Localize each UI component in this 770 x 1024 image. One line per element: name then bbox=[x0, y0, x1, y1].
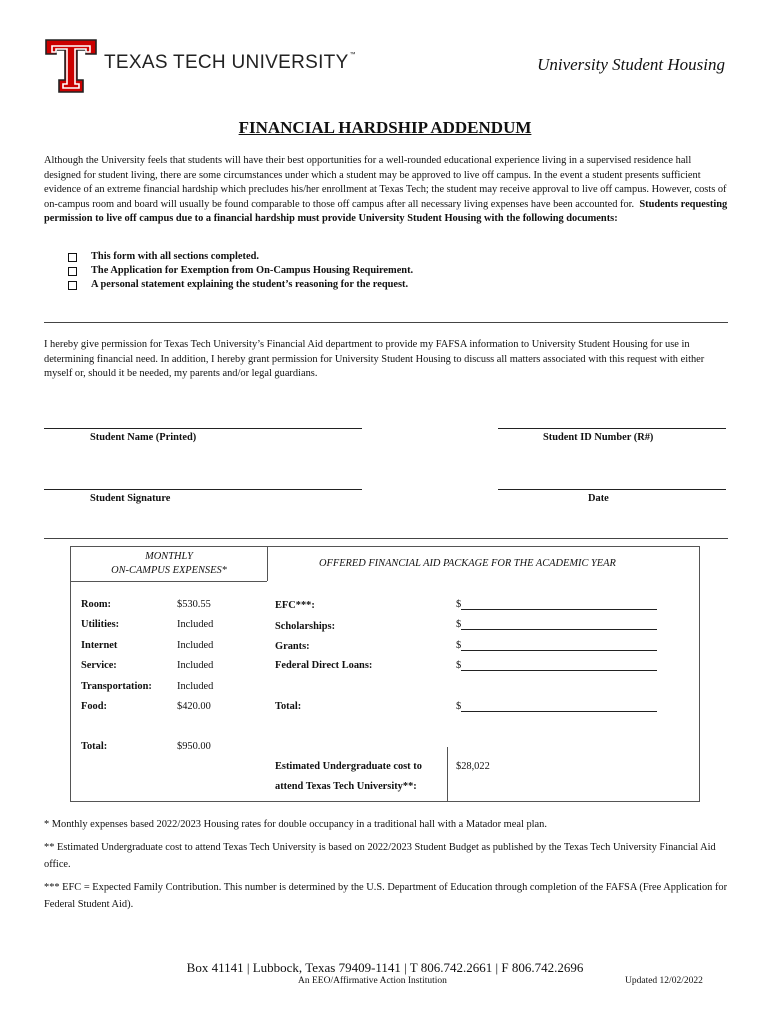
aid-total-label: Total: bbox=[275, 701, 302, 712]
required-documents-list bbox=[68, 250, 413, 292]
expense-value: $420.00 bbox=[177, 701, 211, 712]
expense-label: Transportation: bbox=[81, 681, 152, 692]
student-id-line[interactable] bbox=[498, 428, 726, 429]
expense-value: Included bbox=[177, 681, 214, 692]
permission-paragraph: I hereby give permission for Texas Tech University’s Financial Aid department to provide my FAFSA information to University Student Housing for use in determining financial need. In addition, I hereby grant permission for University Student Housing to discuss all matters associated with this request with either myself or, should it be needed, my parents and/or legal guardians. bbox=[44, 339, 705, 379]
aid-header: OFFERED FINANCIAL AID PACKAGE FOR THE ACADEMIC YEAR bbox=[319, 558, 616, 569]
aid-label: Scholarships: bbox=[275, 621, 336, 632]
footnote-expenses: * Monthly expenses based 2022/2023 Housing rates for double occupancy in a traditional hall with a Matador meal plan. bbox=[44, 819, 547, 830]
intro-text: Although the University feels that students will have their best opportunities for a well-rounded educational experience living in a supervised residence hall designed for student living, there are some circumstances under which a student may be approved to live off campus. In the event a student presents sufficient evidence of an extreme financial hardship which precludes his/her enrollment at Texas Tech; the student may receive approval to live off campus. However, costs of on-campus room and board will usually be found comparable to those off campus after all necessary living expenses have been accounted for. bbox=[44, 155, 727, 210]
footnote-efc: *** EFC = Expected Family Contribution. This number is determined by the U.S. Department of Education through completion of the FAFSA (Free Application for Federal Student Aid). bbox=[44, 882, 728, 910]
department-name: University Student Housing bbox=[537, 55, 725, 74]
footnote-estimated-cost: ** Estimated Undergraduate cost to attend Texas Tech University is based on 2022/2023 Student Budget as published by the Texas Tech University Financial Aid office. bbox=[44, 842, 716, 870]
table-divider bbox=[71, 581, 267, 582]
aid-total-field[interactable]: $ bbox=[456, 701, 657, 712]
expense-value: $530.55 bbox=[177, 599, 211, 610]
expense-value: Included bbox=[177, 640, 214, 651]
checkbox-icon[interactable] bbox=[68, 281, 77, 290]
expense-label: Room: bbox=[81, 599, 112, 610]
aid-field[interactable]: $ bbox=[456, 619, 657, 630]
date-label: Date bbox=[588, 493, 609, 504]
university-name: TEXAS TECH UNIVERSITY™ bbox=[104, 52, 356, 73]
expense-label: Food: bbox=[81, 701, 107, 712]
expense-value: Included bbox=[177, 660, 214, 671]
aid-field[interactable]: $ bbox=[456, 660, 657, 671]
aid-label: EFC***: bbox=[275, 600, 315, 611]
student-signature-label: Student Signature bbox=[90, 493, 171, 504]
estimated-cost-label: attend Texas Tech University**: bbox=[275, 781, 417, 792]
texas-tech-double-t-logo bbox=[44, 38, 98, 94]
aid-field[interactable]: $ bbox=[456, 640, 657, 651]
aid-label: Federal Direct Loans: bbox=[275, 660, 373, 671]
expense-label: Utilities: bbox=[81, 619, 120, 630]
expenses-header: MONTHLY bbox=[145, 551, 193, 562]
intro-bold-text: Students requesting permission to live off campus due to a financial hardship must provide University Student Housing with the following documents: bbox=[44, 198, 728, 224]
section-divider bbox=[44, 538, 728, 539]
student-name-label: Student Name (Printed) bbox=[90, 432, 197, 443]
list-item: The Application for Exemption from On-Campus Housing Requirement. bbox=[68, 264, 413, 278]
date-line[interactable] bbox=[498, 489, 726, 490]
section-divider bbox=[44, 322, 728, 323]
expense-label: Service: bbox=[81, 660, 117, 671]
footer-eeo: An EEO/Affirmative Action Institution bbox=[298, 976, 447, 986]
footer-updated: Updated 12/02/2022 bbox=[625, 976, 703, 986]
financial-table bbox=[70, 546, 700, 802]
table-divider bbox=[267, 547, 268, 581]
list-item: A personal statement explaining the student’s reasoning for the request. bbox=[68, 278, 413, 292]
checkbox-icon[interactable] bbox=[68, 267, 77, 276]
aid-field[interactable]: $ bbox=[456, 599, 657, 610]
expenses-total-value: $950.00 bbox=[177, 741, 211, 752]
student-signature-line[interactable] bbox=[44, 489, 362, 490]
expenses-total-label: Total: bbox=[81, 741, 108, 752]
intro-paragraph bbox=[44, 154, 728, 227]
table-divider bbox=[447, 747, 448, 801]
expense-label: Internet bbox=[81, 640, 118, 651]
checkbox-icon[interactable] bbox=[68, 253, 77, 262]
form-title: FINANCIAL HARDSHIP ADDENDUM bbox=[238, 118, 532, 137]
expense-value: Included bbox=[177, 619, 214, 630]
estimated-cost-value: $28,022 bbox=[456, 761, 490, 772]
aid-label: Grants: bbox=[275, 641, 310, 652]
student-name-line[interactable] bbox=[44, 428, 362, 429]
footer-address: Box 41141 | Lubbock, Texas 79409-1141 | T 806.742.2661 | F 806.742.2696 bbox=[186, 960, 584, 975]
list-item: This form with all sections completed. bbox=[68, 250, 413, 264]
expenses-header: ON-CAMPUS EXPENSES* bbox=[111, 565, 227, 576]
student-id-label: Student ID Number (R#) bbox=[543, 432, 654, 443]
estimated-cost-label: Estimated Undergraduate cost to bbox=[275, 761, 422, 772]
